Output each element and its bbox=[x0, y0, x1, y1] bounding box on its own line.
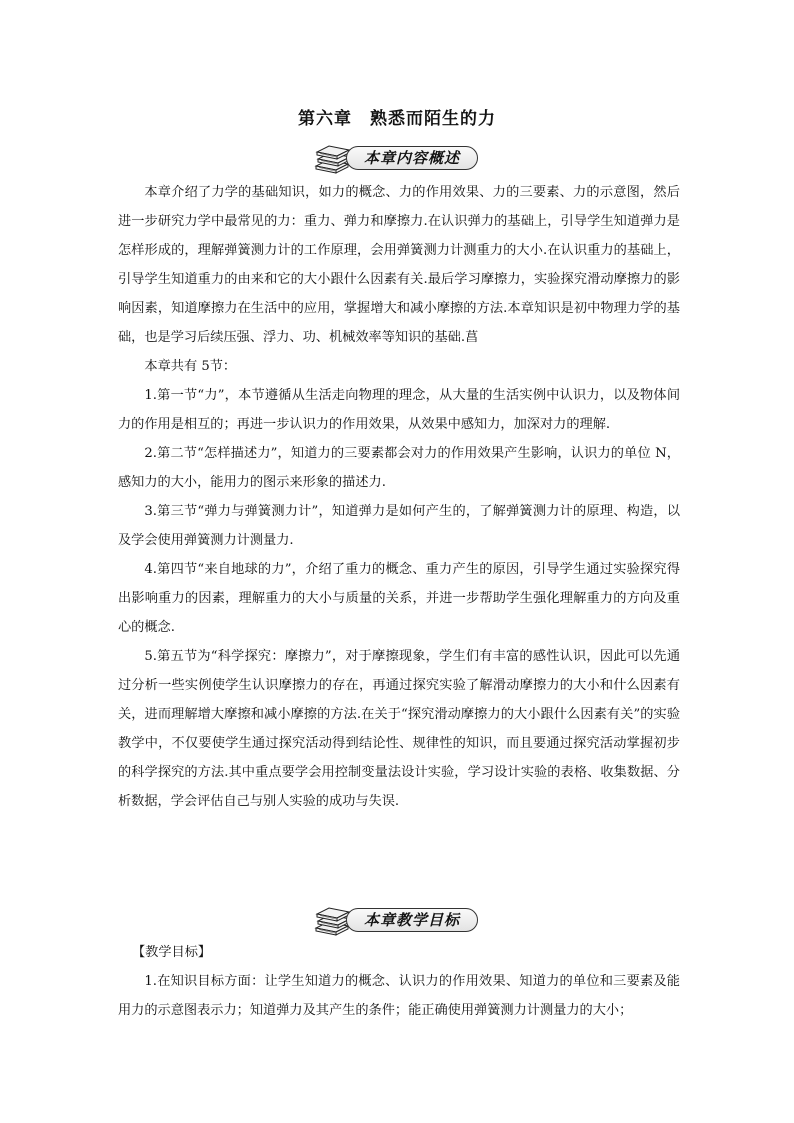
goals-heading: 【教学目标】 bbox=[132, 945, 212, 960]
overview-paragraph: 3.第三节“弹力与弹簧测力计”，知道弹力是如何产生的，了解弹簧测力计的原理、构造，以及学会使用弹簧测力计测量力. bbox=[118, 504, 680, 548]
overview-paragraph: 1.第一节“力”，本节遵循从生活走向物理的理念，从大量的生活实例中认识力，以及物体间力的作用是相互的；再进一步认识力的作用效果，从效果中感知力，加深对力的理解. bbox=[118, 388, 680, 432]
goals-section bbox=[118, 938, 680, 1025]
overview-paragraph: 本章介绍了力学的基础知识，如力的概念、力的作用效果、力的三要素、力的示意图，然后进一步研究力学中最常见的力：重力、弹力和摩擦力.在认识弹力的基础上，引导学生知道弹力是怎样形成的，理解弹簧测力计的工作原理，会用弹簧测力计测重力的大小.在认识重力的基础上，引导学生知道重力的由来和它的大小跟什么因素有关.最后学习摩擦力，实验探究滑动摩擦力的影响因素，知道摩擦力在生活中的应用，掌握增大和减小摩擦的方法.本章知识是初中物理力学的基础，也是学习后续压强、浮力、功、机械效率等知识的基础.菖 bbox=[118, 185, 680, 345]
overview-banner bbox=[314, 140, 480, 174]
goals-banner bbox=[314, 902, 480, 936]
goals-paragraph: 1.在知识目标方面：让学生知道力的概念、认识力的作用效果、知道力的单位和三要素及能用力的示意图表示力；知道弹力及其产生的条件；能正确使用弹簧测力计测量力的大小； bbox=[118, 974, 680, 1018]
overview-paragraph: 4.第四节“来自地球的力”，介绍了重力的概念、重力产生的原因，引导学生通过实验探究得出影响重力的因素，理解重力的大小与质量的关系，并进一步帮助学生强化理解重力的方向及重心的概念. bbox=[118, 562, 680, 635]
goals-banner-label: 本章教学目标 bbox=[346, 908, 478, 932]
overview-paragraph: 2.第二节“怎样描述力”，知道力的三要素都会对力的作用效果产生影响，认识力的单位 N，感知力的大小，能用力的图示来形象的描述力. bbox=[118, 446, 680, 490]
overview-section bbox=[118, 178, 680, 816]
chapter-title: 第六章 熟悉而陌生的力 bbox=[298, 109, 496, 129]
overview-paragraph: 本章共有 5节： bbox=[144, 359, 237, 374]
overview-paragraph: 5.第五节为“科学探究：摩擦力”，对于摩擦现象，学生们有丰富的感性认识，因此可以先通过分析一些实例使学生认识摩擦力的存在，再通过探究实验了解滑动摩擦力的大小和什么因素有关，进而理解增大摩擦和减小摩擦的方法.在关于“探究滑动摩擦力的大小跟什么因素有关”的实验教学中，不仅要使学生通过探究活动得到结论性、规律性的知识，而且要通过探究活动掌握初步的科学探究的方法.其中重点要学会用控制变量法设计实验，学习设计实验的表格、收集数据、分析数据，学会评估自己与别人实验的成功与失误. bbox=[118, 649, 680, 809]
overview-banner-label: 本章内容概述 bbox=[346, 146, 478, 170]
